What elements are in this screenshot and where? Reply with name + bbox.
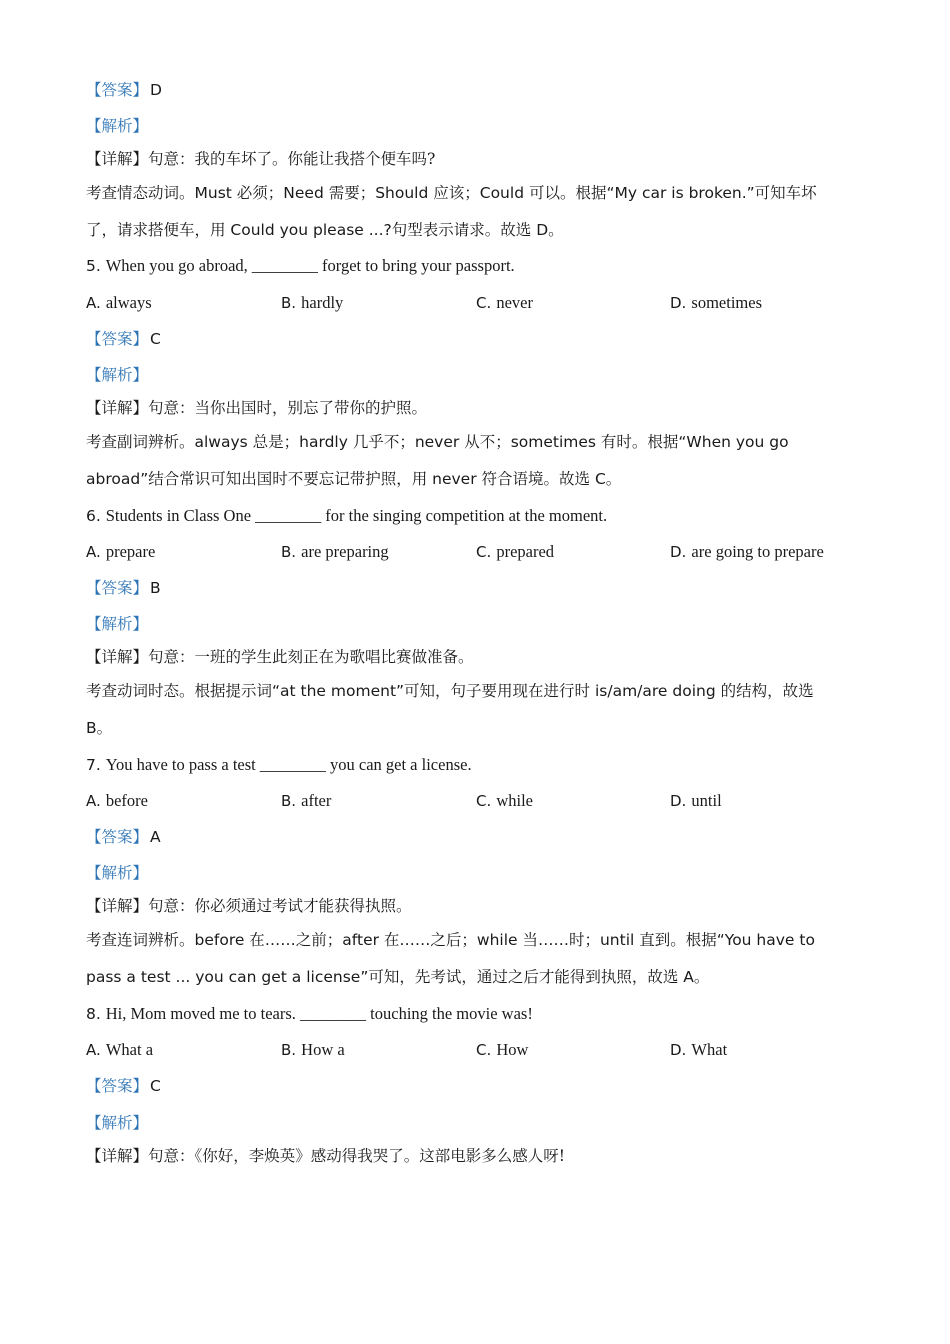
- q4-analysis-label: 【解析】: [86, 117, 149, 135]
- q7-option-d: [670, 790, 722, 812]
- q4-explain-line1: 考查情态动词。Must 必须；Need 需要；Should 应该；Could 可以。根据“My car is broken.”可知车坏: [86, 184, 817, 202]
- option-text: always: [105, 293, 152, 312]
- option-text: before: [105, 791, 148, 810]
- answer-label: 【答案】: [86, 81, 149, 99]
- q6-option-c: [476, 541, 554, 563]
- option-letter: D.: [670, 792, 687, 810]
- q5-analysis-label: 【解析】: [86, 366, 149, 384]
- q7-detail-text: 句意：你必须通过考试才能获得执照。: [148, 897, 412, 915]
- option-text: How: [496, 1040, 529, 1059]
- q6-option-d: [670, 541, 824, 563]
- q8-detail-text: 句意：《你好，李焕英》感动得我哭了。这部电影多么感人呀!: [148, 1147, 565, 1165]
- q4-answer-value: D: [150, 81, 162, 99]
- q6-number: 6.: [86, 507, 101, 525]
- q8-analysis-label: 【解析】: [86, 1114, 149, 1132]
- detail-label: 【详解】: [86, 150, 149, 168]
- q4-detail-line: [86, 148, 435, 170]
- q6-explain-line1: 考查动词时态。根据提示词“at the moment”可知，句子要用现在进行时 is/am/are doing 的结构，故选: [86, 682, 814, 700]
- q5-number: 5.: [86, 257, 101, 275]
- q7-analysis-label: 【解析】: [86, 864, 149, 882]
- q8-number: 8.: [86, 1005, 101, 1023]
- option-letter: D.: [670, 294, 687, 312]
- option-letter: C.: [476, 294, 492, 312]
- option-letter: C.: [476, 1041, 492, 1059]
- q7-option-c: [476, 790, 533, 812]
- detail-label: 【详解】: [86, 648, 149, 666]
- q8-option-b: [281, 1039, 345, 1061]
- q8-stem: Hi, Mom moved me to tears. ________ touching the movie was!: [105, 1004, 533, 1023]
- q6-stem-line: [86, 505, 607, 527]
- q6-option-a: [86, 541, 155, 563]
- q6-answer-value: B: [150, 579, 161, 597]
- option-letter: C.: [476, 792, 492, 810]
- option-text: sometimes: [691, 293, 762, 312]
- option-letter: C.: [476, 543, 492, 561]
- q7-number: 7.: [86, 756, 101, 774]
- q6-stem: Students in Class One ________ for the singing competition at the moment.: [105, 506, 608, 525]
- q7-option-b: [281, 790, 331, 812]
- q7-explain-line2: pass a test ... you can get a license”可知，先考试，通过之后才能得到执照，故选 A。: [86, 968, 710, 986]
- q8-stem-line: [86, 1003, 533, 1025]
- q7-answer-line: [86, 826, 161, 848]
- option-letter: B.: [281, 792, 297, 810]
- q5-option-b: [281, 292, 343, 314]
- q8-answer-value: C: [150, 1077, 161, 1095]
- q8-option-d: [670, 1039, 727, 1061]
- option-letter: A.: [86, 1041, 101, 1059]
- q8-detail-line: [86, 1145, 565, 1167]
- answer-label: 【答案】: [86, 1077, 149, 1095]
- q4-explain-line2: 了，请求搭便车，用 Could you please ...?句型表示请求。故选 D。: [86, 221, 564, 239]
- q7-option-a: [86, 790, 148, 812]
- q7-stem-line: [86, 754, 472, 776]
- q6-option-b: [281, 541, 389, 563]
- option-letter: A.: [86, 294, 101, 312]
- option-letter: D.: [670, 1041, 687, 1059]
- q5-detail-text: 句意：当你出国时，别忘了带你的护照。: [148, 399, 428, 417]
- option-letter: B.: [281, 1041, 297, 1059]
- q7-explain-line1: 考查连词辨析。before 在……之前；after 在……之后；while 当……时；until 直到。根据“You have to: [86, 931, 815, 949]
- answer-label: 【答案】: [86, 579, 149, 597]
- q8-answer-line: [86, 1075, 161, 1097]
- q7-answer-value: A: [150, 828, 161, 846]
- q5-answer-line: [86, 328, 161, 350]
- answer-label: 【答案】: [86, 330, 149, 348]
- q5-option-c: [476, 292, 533, 314]
- q5-detail-line: [86, 397, 427, 419]
- option-text: How a: [301, 1040, 345, 1059]
- q8-option-c: [476, 1039, 528, 1061]
- q6-analysis-label: 【解析】: [86, 615, 149, 633]
- option-text: hardly: [301, 293, 344, 312]
- q5-answer-value: C: [150, 330, 161, 348]
- option-text: while: [496, 791, 534, 810]
- answer-label: 【答案】: [86, 828, 149, 846]
- q6-detail-line: [86, 646, 474, 668]
- q5-explain-line2: abroad”结合常识可知出国时不要忘记带护照，用 never 符合语境。故选 C。: [86, 470, 622, 488]
- q6-explain-line2: B。: [86, 719, 113, 737]
- option-text: after: [301, 791, 332, 810]
- detail-label: 【详解】: [86, 399, 149, 417]
- q8-option-a: [86, 1039, 153, 1061]
- q6-detail-text: 句意：一班的学生此刻正在为歌唱比赛做准备。: [148, 648, 474, 666]
- option-text: never: [496, 293, 533, 312]
- q7-detail-line: [86, 895, 412, 917]
- option-text: are going to prepare: [691, 542, 824, 561]
- q4-detail-text: 句意：我的车坏了。你能让我搭个便车吗?: [148, 150, 436, 168]
- q6-answer-line: [86, 577, 161, 599]
- detail-label: 【详解】: [86, 897, 149, 915]
- q7-stem: You have to pass a test ________ you can get a license.: [105, 755, 472, 774]
- option-text: are preparing: [301, 542, 389, 561]
- q5-stem: When you go abroad, ________ forget to bring your passport.: [105, 256, 515, 275]
- q5-option-d: [670, 292, 762, 314]
- q5-explain-line1: 考查副词辨析。always 总是；hardly 几乎不；never 从不；sometimes 有时。根据“When you go: [86, 433, 789, 451]
- option-text: prepared: [496, 542, 555, 561]
- option-text: What a: [105, 1040, 154, 1059]
- q5-option-a: [86, 292, 152, 314]
- q4-answer-line: [86, 79, 162, 101]
- detail-label: 【详解】: [86, 1147, 149, 1165]
- option-text: prepare: [105, 542, 156, 561]
- option-text: until: [691, 791, 722, 810]
- option-letter: D.: [670, 543, 687, 561]
- option-text: What: [691, 1040, 728, 1059]
- q5-stem-line: [86, 255, 515, 277]
- option-letter: B.: [281, 543, 297, 561]
- option-letter: A.: [86, 792, 101, 810]
- option-letter: B.: [281, 294, 297, 312]
- option-letter: A.: [86, 543, 101, 561]
